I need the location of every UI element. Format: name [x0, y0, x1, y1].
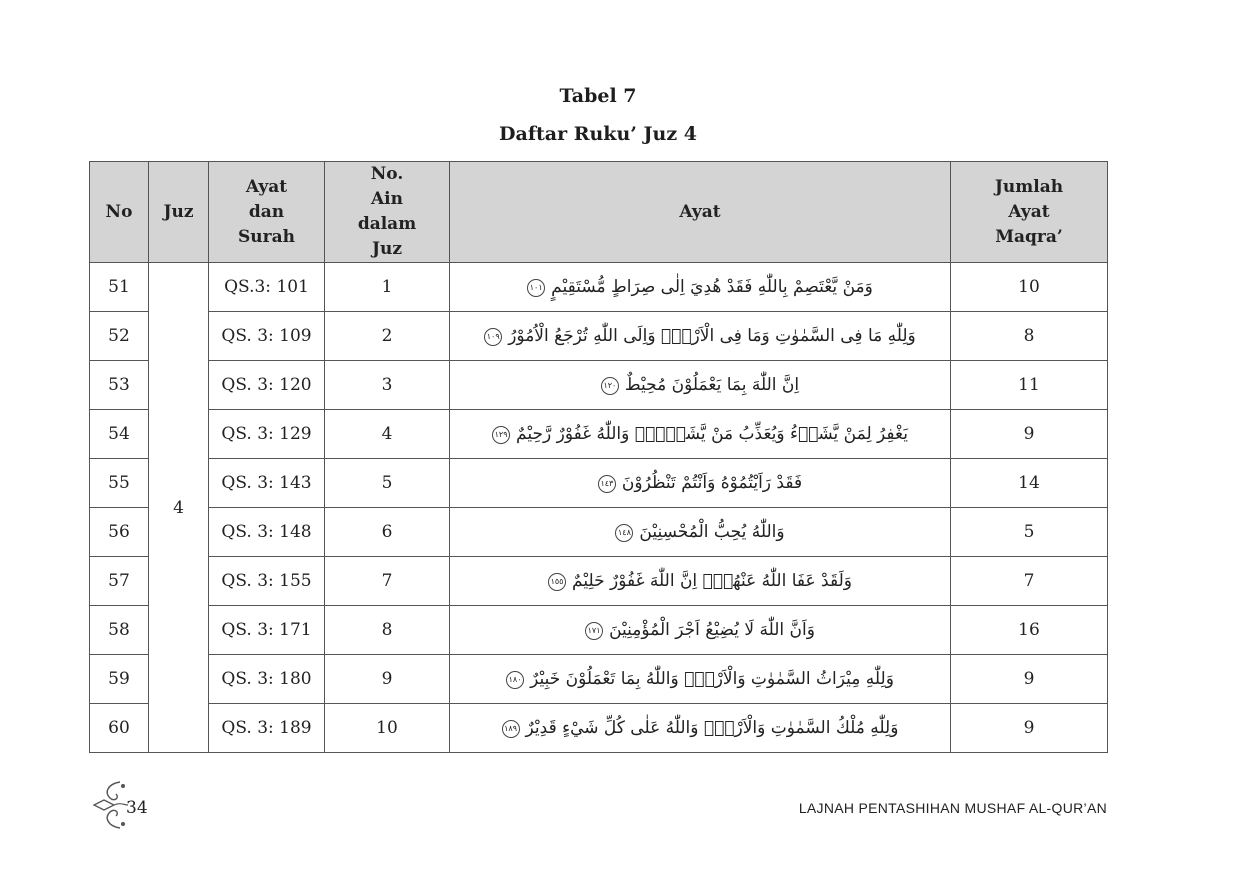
cell-ayat [450, 361, 951, 410]
cell-jumlah: 11 [951, 361, 1108, 410]
ayat-text: فَقَدْ رَاَيْتُمُوْهُ وَاَنْتُمْ تَنْظُرُوْنَ [621, 473, 803, 493]
cell-ayat-surah: QS. 3: 155 [209, 557, 325, 606]
cell-ayat [450, 704, 951, 753]
cell-ain: 7 [325, 557, 450, 606]
table-row [90, 312, 1108, 361]
cell-jumlah: 7 [951, 557, 1108, 606]
cell-ain: 4 [325, 410, 450, 459]
cell-ayat [450, 655, 951, 704]
table-title: Tabel 7 [559, 85, 637, 107]
cell-ayat [450, 410, 951, 459]
header-juz: Juz [149, 162, 209, 263]
ruku-table [89, 161, 1108, 753]
cell-no: 56 [90, 508, 149, 557]
cell-ayat-surah: QS. 3: 189 [209, 704, 325, 753]
cell-ayat-surah: QS.3: 101 [209, 263, 325, 312]
page-number: 34 [126, 798, 148, 818]
table-header-row [90, 162, 1108, 263]
cell-ayat-surah: QS. 3: 143 [209, 459, 325, 508]
cell-ayat-surah: QS. 3: 109 [209, 312, 325, 361]
cell-ain: 5 [325, 459, 450, 508]
verse-end-marker-icon: ١٨٩ [502, 720, 520, 738]
header-no: No [90, 162, 149, 263]
verse-end-marker-icon: ١٧١ [585, 622, 603, 640]
cell-no: 60 [90, 704, 149, 753]
cell-no: 57 [90, 557, 149, 606]
cell-ain: 10 [325, 704, 450, 753]
table-row [90, 361, 1108, 410]
ayat-text: وَمَنْ يَّعْتَصِمْ بِاللّٰهِ فَقَدْ هُدِيَ اِلٰى صِرَاطٍ مُّسْتَقِيْمٍ [551, 277, 873, 297]
ayat-text: اِنَّ اللّٰهَ بِمَا يَعْمَلُوْنَ مُحِيْطٌ [624, 375, 800, 395]
verse-end-marker-icon: ١٤٣ [598, 475, 616, 493]
verse-end-marker-icon: ١٠١ [527, 279, 545, 297]
cell-ayat [450, 263, 951, 312]
publisher-footer: LAJNAH PENTASHIHAN MUSHAF AL-QUR’AN [798, 800, 1107, 816]
header-ayat-surah-label: Ayat dan Surah [238, 176, 295, 247]
verse-end-marker-icon: ١٥٥ [548, 573, 566, 591]
table-row [90, 410, 1108, 459]
cell-ayat [450, 508, 951, 557]
cell-no: 53 [90, 361, 149, 410]
cell-no: 55 [90, 459, 149, 508]
cell-ain: 6 [325, 508, 450, 557]
ayat-text: وَاللّٰهُ يُحِبُّ الْمُحْسِنِيْنَ [639, 522, 785, 542]
table-row [90, 508, 1108, 557]
table-row [90, 704, 1108, 753]
cell-ain: 1 [325, 263, 450, 312]
header-jumlah-label: Jumlah Ayat Maqra’ [994, 176, 1064, 247]
table-subtitle: Daftar Ruku’ Juz 4 [499, 123, 697, 145]
cell-ayat-surah: QS. 3: 180 [209, 655, 325, 704]
header-ain [325, 162, 450, 263]
table-row [90, 606, 1108, 655]
verse-end-marker-icon: ١٢٠ [601, 377, 619, 395]
cell-ayat [450, 557, 951, 606]
cell-jumlah: 9 [951, 410, 1108, 459]
cell-ayat [450, 606, 951, 655]
cell-ain: 8 [325, 606, 450, 655]
table-row [90, 655, 1108, 704]
floral-ornament-icon [90, 778, 130, 832]
verse-end-marker-icon: ١٢٩ [492, 426, 510, 444]
ayat-text: وَاَنَّ اللّٰهَ لَا يُضِيْعُ اَجْرَ الْمُؤْمِنِيْنَ [609, 620, 815, 640]
cell-juz: 4 [149, 263, 209, 753]
header-ayat: Ayat [450, 162, 951, 263]
ayat-text: يَغْفِرُ لِمَنْ يَّشَاۤءُ وَيُعَذِّبُ مَنْ يَّشَاۤءُۗ وَاللّٰهُ غَفُوْرٌ رَّحِيْمٌ [516, 424, 908, 444]
cell-no: 51 [90, 263, 149, 312]
cell-jumlah: 10 [951, 263, 1108, 312]
cell-jumlah: 14 [951, 459, 1108, 508]
verse-end-marker-icon: ١٠٩ [484, 328, 502, 346]
cell-ayat-surah: QS. 3: 129 [209, 410, 325, 459]
cell-ain: 9 [325, 655, 450, 704]
cell-ayat [450, 312, 951, 361]
ayat-text: وَلَقَدْ عَفَا اللّٰهُ عَنْهُمْۗ اِنَّ اللّٰهَ غَفُوْرٌ حَلِيْمٌ [572, 571, 852, 591]
cell-jumlah: 9 [951, 655, 1108, 704]
ayat-text: وَلِلّٰهِ مِيْرَاثُ السَّمٰوٰتِ وَالْاَرْضِۗ وَاللّٰهُ بِمَا تَعْمَلُوْنَ خَبِيْرٌ [530, 669, 894, 689]
cell-ayat-surah: QS. 3: 120 [209, 361, 325, 410]
header-ain-label: No. Ain dalam Juz [357, 164, 417, 259]
table-body [90, 263, 1108, 753]
cell-ayat-surah: QS. 3: 171 [209, 606, 325, 655]
verse-end-marker-icon: ١٤٨ [615, 524, 633, 542]
header-jumlah [951, 162, 1108, 263]
ayat-text: وَلِلّٰهِ مُلْكُ السَّمٰوٰتِ وَالْاَرْضِۗ وَاللّٰهُ عَلٰى كُلِّ شَيْءٍ قَدِيْرٌ [525, 718, 899, 738]
cell-no: 58 [90, 606, 149, 655]
table-row [90, 459, 1108, 508]
cell-ain: 3 [325, 361, 450, 410]
cell-jumlah: 5 [951, 508, 1108, 557]
cell-no: 52 [90, 312, 149, 361]
cell-jumlah: 9 [951, 704, 1108, 753]
table-row [90, 557, 1108, 606]
cell-jumlah: 8 [951, 312, 1108, 361]
cell-ain: 2 [325, 312, 450, 361]
cell-no: 59 [90, 655, 149, 704]
cell-ayat-surah: QS. 3: 148 [209, 508, 325, 557]
verse-end-marker-icon: ١٨٠ [506, 671, 524, 689]
cell-no: 54 [90, 410, 149, 459]
cell-ayat [450, 459, 951, 508]
header-ayat-surah [209, 162, 325, 263]
cell-jumlah: 16 [951, 606, 1108, 655]
ayat-text: وَلِلّٰهِ مَا فِى السَّمٰوٰتِ وَمَا فِى الْاَرْضِۗ وَاِلَى اللّٰهِ تُرْجَعُ الْاُمُوْرُ [508, 326, 916, 346]
table-row [90, 263, 1108, 312]
